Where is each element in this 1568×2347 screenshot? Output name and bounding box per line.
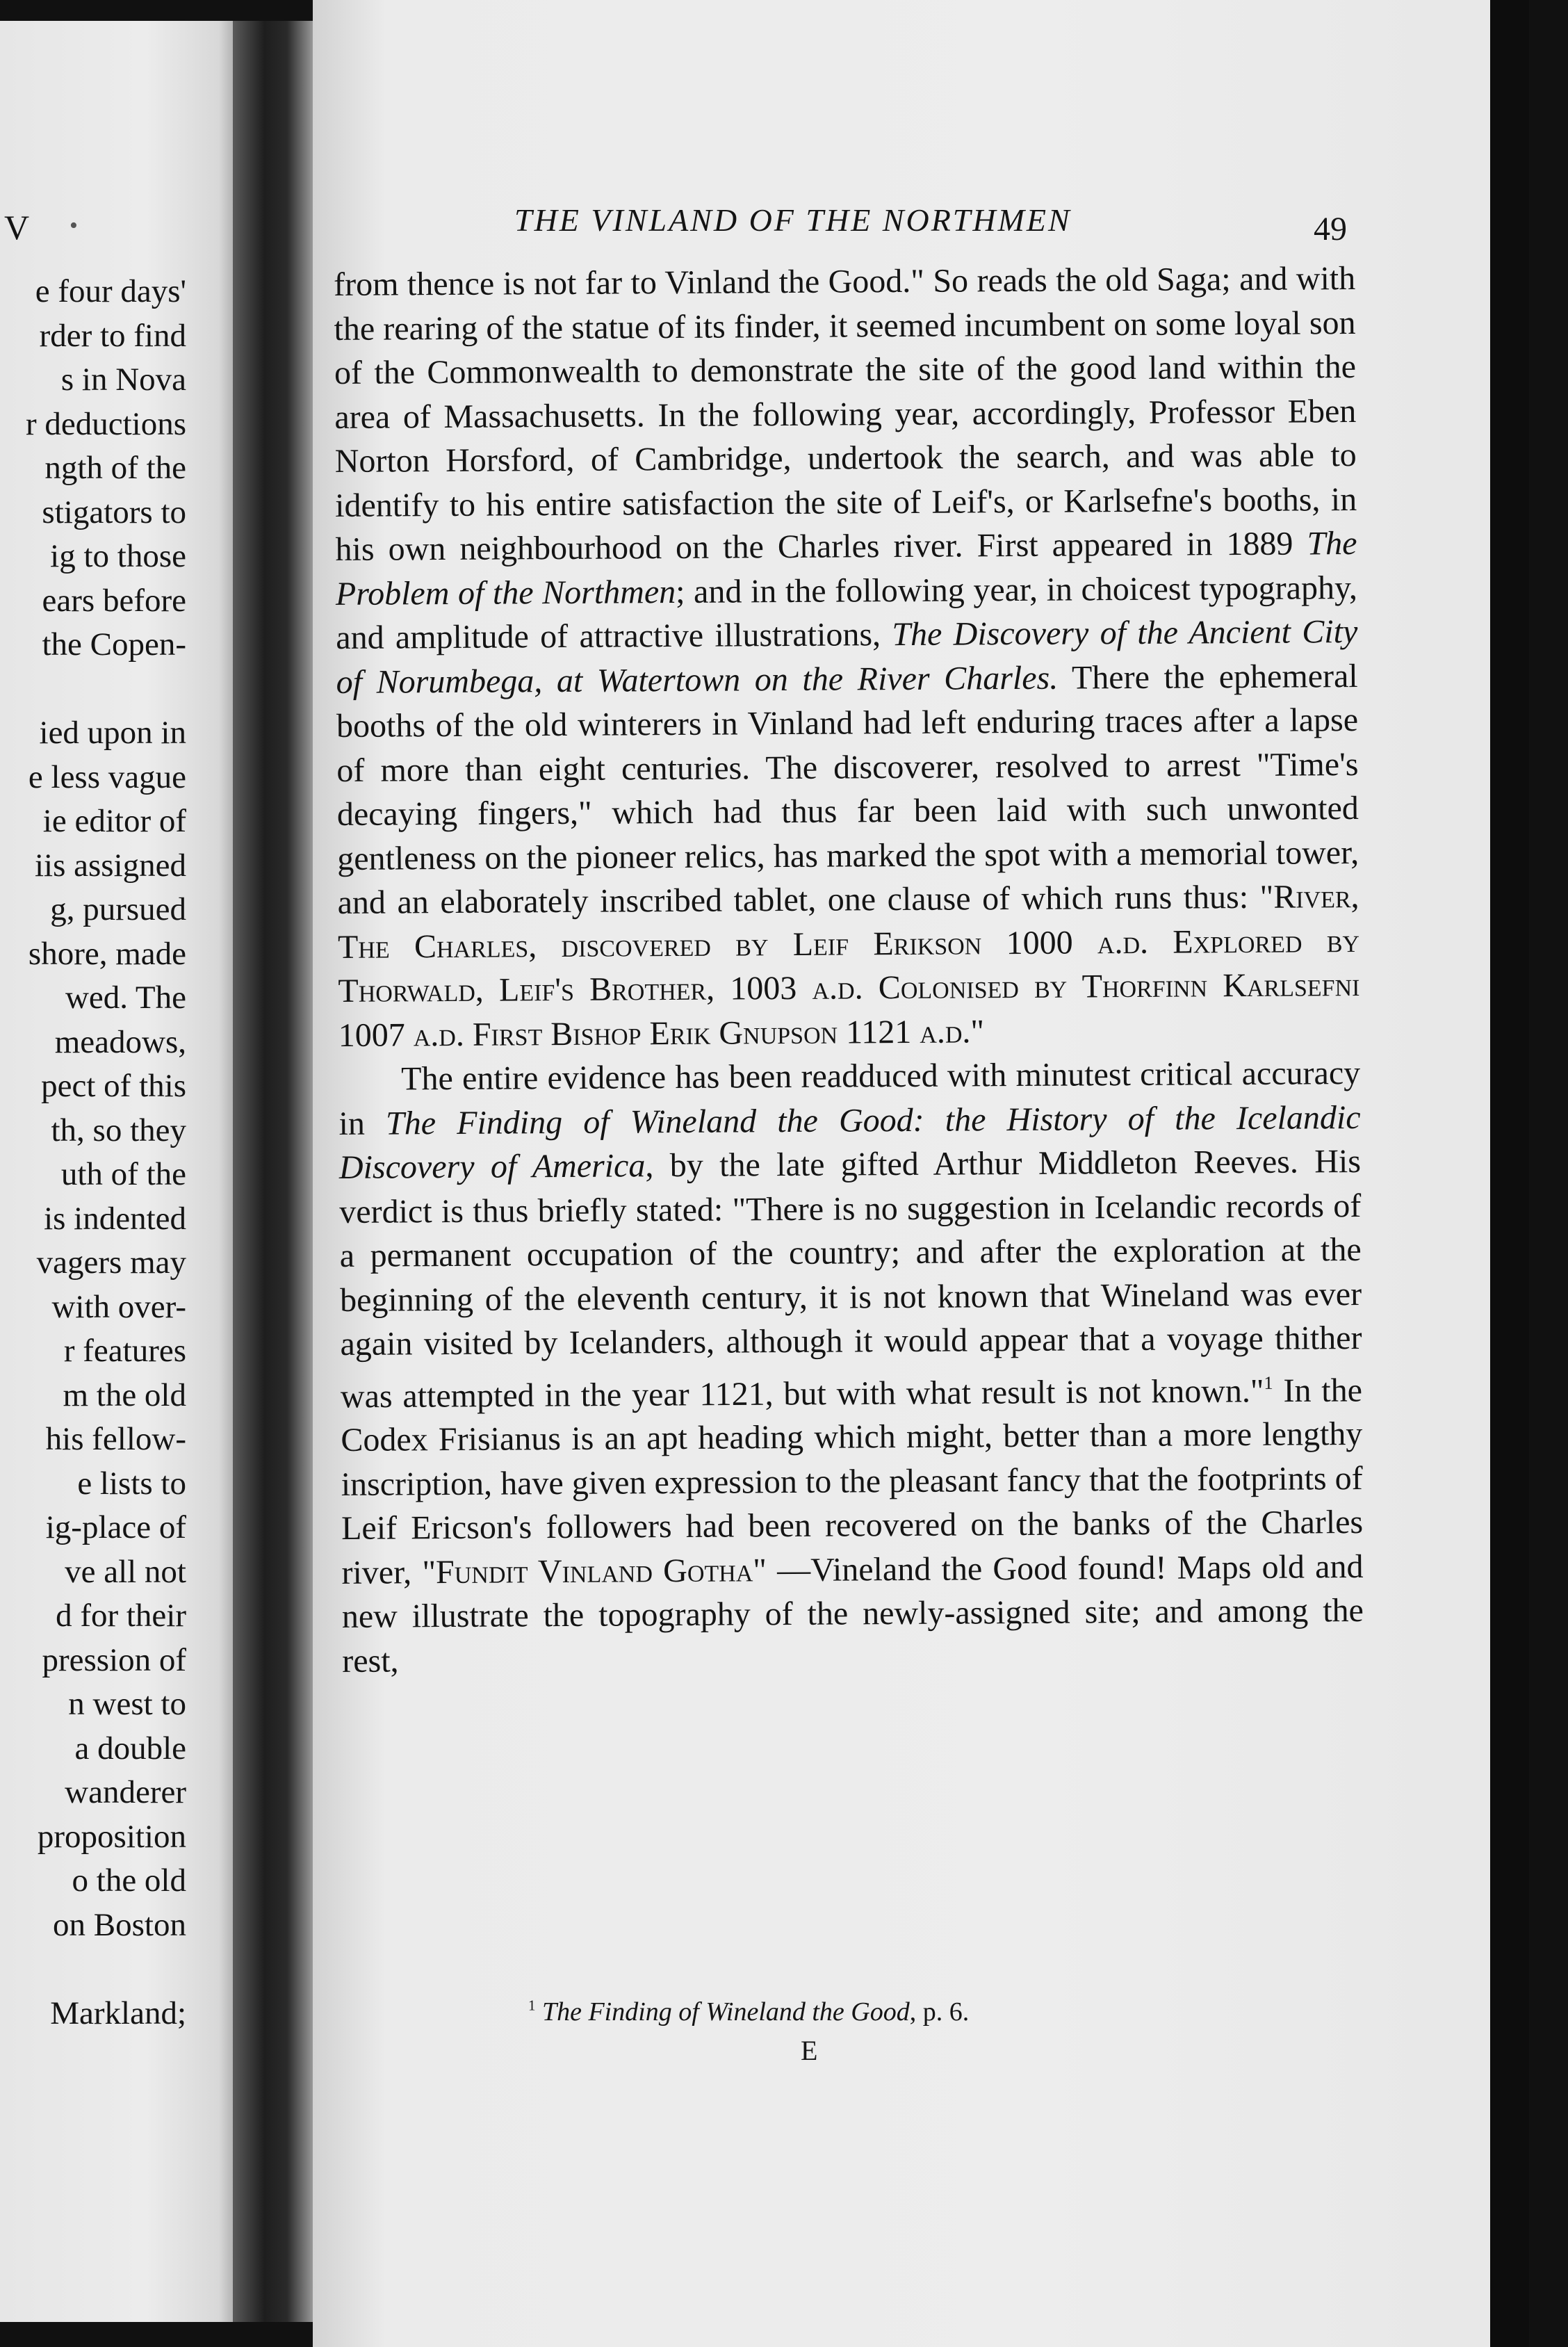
book-gutter <box>233 21 323 2322</box>
facing-page-text <box>0 270 186 2036</box>
facing-page-line: ears before <box>42 582 186 619</box>
facing-page-line: wanderer <box>65 1774 186 1810</box>
page-number: 49 <box>1314 211 1347 247</box>
paragraph-2 <box>338 1051 1364 1683</box>
signature-mark: E <box>801 2035 818 2066</box>
facing-page-line: th, so they <box>51 1112 186 1148</box>
scan-edge <box>1490 0 1529 2347</box>
year: 1003 <box>714 969 812 1007</box>
facing-page-line: ig-place of <box>45 1509 186 1545</box>
page <box>313 0 1529 2347</box>
inscription-small-caps: River, The Charles, discovered by Leif Erikson <box>337 878 1359 966</box>
book-title-italic: The Finding of Wineland the Good: the History of the Icelandic Discovery of America <box>338 1098 1361 1186</box>
text-run: " —Vineland the Good found! Maps old and new illustrate the topography of the newly-assigned site; and among the rest, <box>341 1548 1364 1680</box>
facing-page-line: r deductions <box>25 405 186 442</box>
book-title-italic: The Problem of the Northmen <box>335 525 1357 612</box>
facing-page-line: e less vague <box>28 758 186 795</box>
text-run: In the Codex Frisianus is an apt heading which might, better than a more lengthy inscription, have given expression to the pleasant fancy that the footprints of Leif Ericson's followers had been recovered on the banks of the Charles river, " <box>341 1371 1364 1591</box>
facing-page-line: the Copen- <box>42 626 186 663</box>
facing-page-line <box>0 1947 186 1992</box>
facing-page-line: his fellow- <box>45 1421 186 1457</box>
facing-page-line: g, pursued <box>50 891 186 927</box>
facing-page-line: n west to <box>68 1686 186 1722</box>
facing-page-line: with over- <box>51 1288 186 1325</box>
footnote <box>528 1997 969 2027</box>
inscription-small-caps: a.d. Colonised by Thorfinn Karlsefni <box>812 966 1360 1007</box>
facing-page-line: m the old <box>63 1376 186 1413</box>
text-run: There the ephemeral booths of the old winterers in Vinland had left enduring traces after a lapse of more than eight centuries. The discoverer, resolved to arrest "Time's decaying fingers," which had thus far been laid with such unwonted gentleness on the pioneer relics, has marked the spot with a memorial tower, and an elaborately inscribed tablet, one clause of which runs thus: " <box>336 657 1359 921</box>
footnote-title: The Finding of Wineland the Good <box>541 1997 910 2027</box>
inscription-small-caps: a.d. Explored by Thorwald, Leif's Brother, <box>338 922 1360 1009</box>
running-title: THE VINLAND OF THE NORTHMEN <box>514 202 1072 238</box>
facing-page-line: pect of this <box>41 1068 186 1104</box>
facing-page-line: ig to those <box>50 538 186 574</box>
facing-page-line: proposition <box>37 1818 186 1855</box>
facing-page-line: rder to find <box>39 317 186 354</box>
year: 1007 <box>338 1016 414 1054</box>
facing-page-line: e lists to <box>77 1465 186 1502</box>
text-run: " <box>970 1012 985 1050</box>
facing-page-line: uth of the <box>60 1156 186 1192</box>
inscription-small-caps: a.d. <box>920 1012 971 1050</box>
facing-page-line <box>0 667 186 712</box>
facing-page-line: ve all not <box>65 1553 186 1590</box>
facing-page-line: Markland; <box>50 1995 186 2031</box>
facing-page-line: meadows, <box>54 1023 186 1060</box>
facing-page-line: iis assigned <box>34 847 186 884</box>
ink-speck: • <box>70 213 78 238</box>
text-run: from thence is not far to Vinland the Good." So reads the old Saga; and with the rearing of the statue of its finder, it seemed incumbent on some loyal son of the Commonwealth to demonstrate the site of the good land within the area of Massachusetts. In the following year, accordingly, Professor Eben Norton Horsford, of Cambridge, undertook the search, and was able to identify to his entire satisfaction the site of Leif's, or Karlsefne's booths, in his own neighbourhood on the Charles river. First appeared in 1889 <box>334 260 1357 568</box>
text-run: , by the late gifted Arthur Middleton Reeves. His verdict is thus briefly stated: "There is no suggestion in Icelandic records of a permanent occupation of the country; and after the exploration at the beginning of the eleventh century, it is not known that Wineland was ever again visited by Icelanders, although it would appear that a voyage thither was attempted in the year 1121, but with what result is not known." <box>339 1142 1362 1415</box>
facing-page-line: s in Nova <box>60 362 186 398</box>
facing-page-line: on Boston <box>53 1906 186 1943</box>
facing-page <box>0 21 243 2322</box>
facing-page-line: o the old <box>72 1862 186 1899</box>
facing-page-line: d for their <box>56 1598 186 1634</box>
year: 1121 <box>837 1013 920 1051</box>
facing-page-line: ie editor of <box>42 803 186 839</box>
facing-page-line: r features <box>63 1333 186 1369</box>
facing-page-line: wed. The <box>65 980 186 1016</box>
facing-page-line: pression of <box>42 1641 186 1678</box>
facing-page-line: is indented <box>44 1200 186 1237</box>
facing-page-line: ied upon in <box>39 715 186 751</box>
book-title-italic: The Discovery of the Ancient City of Norumbega, at Watertown on the River Charles. <box>336 613 1358 701</box>
year: 1000 <box>981 923 1098 961</box>
footnote-number: 1 <box>528 1997 536 2014</box>
paragraph-1 <box>334 257 1360 1057</box>
facing-page-header-fragment: V <box>4 208 30 247</box>
facing-page-line: shore, made <box>28 935 186 972</box>
footnote-reference: 1 <box>1264 1372 1273 1393</box>
inscription-small-caps: Fundit Vinland Gotha <box>435 1552 753 1591</box>
facing-page-line: ngth of the <box>44 450 186 486</box>
facing-page-line: e four days' <box>35 273 186 309</box>
text-run: The entire evidence has been readduced with minutest critical accuracy in <box>338 1054 1361 1142</box>
text-run: ; and in the following year, in choicest typography, and amplitude of attractive illustrations, <box>336 569 1358 656</box>
footnote-page: , p. 6. <box>909 1997 970 2027</box>
inscription-small-caps: a.d. First Bishop Erik Gnupson <box>413 1014 838 1053</box>
facing-page-line: a double <box>74 1730 186 1767</box>
facing-page-line: vagers may <box>36 1244 186 1281</box>
body-text <box>334 257 1364 1683</box>
facing-page-line: stigators to <box>42 494 186 530</box>
